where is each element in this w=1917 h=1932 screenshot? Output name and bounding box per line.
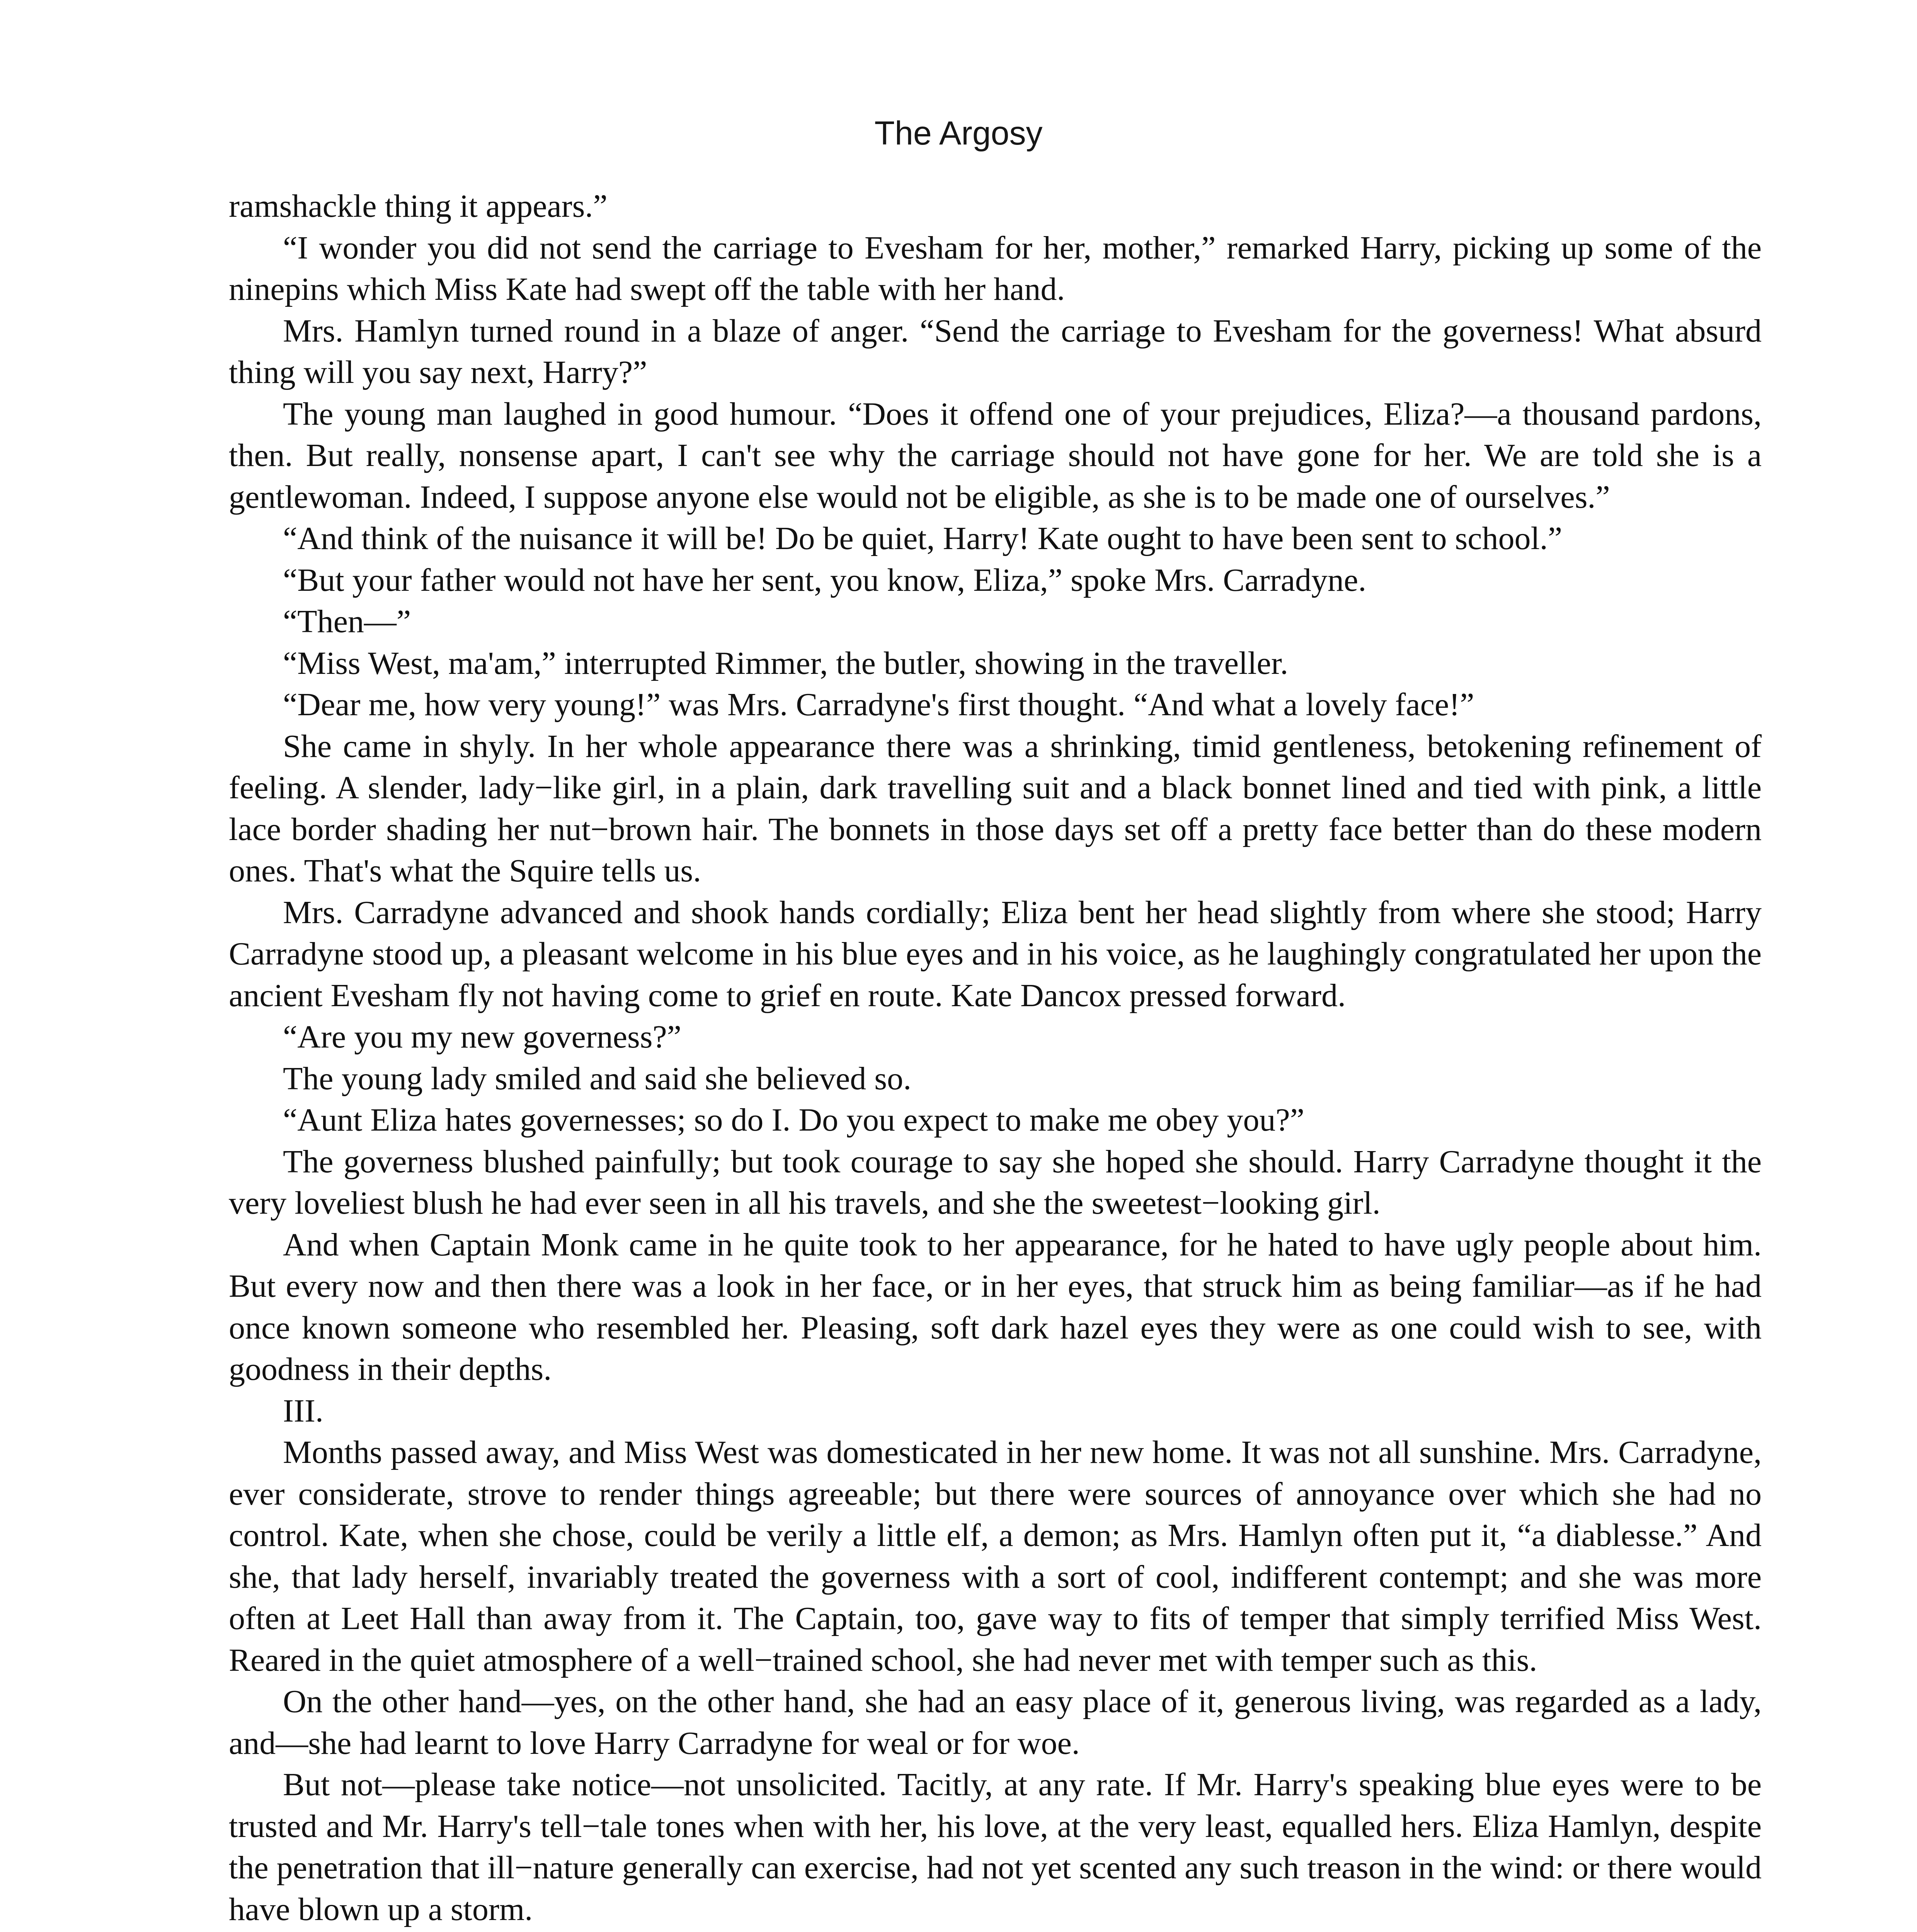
running-title: The Argosy: [874, 115, 1043, 152]
paragraph: “Miss West, ma'am,” interrupted Rimmer, the butler, showing in the traveller.: [283, 645, 1289, 681]
paragraph-continuation: ramshackle thing it appears.”: [229, 188, 608, 224]
paragraph: And when Captain Monk came in he quite took to her appearance, for he hated to have ugly people about him. But every now and then there was a look in her face, or in her eyes, that struck him as being familiar—as if he had once known someone who resembled her. Pleasing, soft dark hazel eyes they were as one could wish to see, with goodness in their depths.: [229, 1226, 1762, 1387]
paragraph: “Then—”: [283, 604, 411, 639]
paragraph: “Dear me, how very young!” was Mrs. Carradyne's first thought. “And what a lovely face!”: [283, 687, 1474, 723]
paragraph: The young man laughed in good humour. “Does it offend one of your prejudices, Eliza?—a thousand pardons, then. But really, nonsense apart, I can't see why the carriage should not have gone for her. We are told she is a gentlewoman. Indeed, I suppose anyone else would not be eligible, as she is to be made one of ourselves.”: [229, 396, 1762, 515]
page-body: [229, 185, 1762, 1932]
chapter-heading: III.: [283, 1393, 323, 1429]
paragraph: “But your father would not have her sent, you know, Eliza,” spoke Mrs. Carradyne.: [283, 562, 1367, 598]
paragraph: She came in shyly. In her whole appearance there was a shrinking, timid gentleness, betokening refinement of feeling. A slender, lady−like girl, in a plain, dark travelling suit and a black bonnet lined and tied with pink, a little lace border shading her nut−brown hair. The bonnets in those days set off a pretty face better than do these modern ones. That's what the Squire tells us.: [229, 728, 1762, 889]
paragraph: On the other hand—yes, on the other hand, she had an easy place of it, generous living, was regarded as a lady, and—she had learnt to love Harry Carradyne for weal or for woe.: [229, 1684, 1762, 1761]
paragraph: Mrs. Carradyne advanced and shook hands cordially; Eliza bent her head slightly from where she stood; Harry Carradyne stood up, a pleasant welcome in his blue eyes and in his voice, as he laughingly congratulated her upon the ancient Evesham fly not having come to grief en route. Kate Dancox pressed forward.: [229, 894, 1762, 1014]
paragraph: “Are you my new governess?”: [283, 1019, 681, 1055]
paragraph: Months passed away, and Miss West was domesticated in her new home. It was not all sunshine. Mrs. Carradyne, ever considerate, strove to render things agreeable; but there were sources of annoyance over which she had no control. Kate, when she chose, could be verily a little elf, a demon; as Mrs. Hamlyn often put it, “a diablesse.” And she, that lady herself, invariably treated the governess with a sort of cool, indifferent contempt; and she was more often at Leet Hall than away from it. The Captain, too, gave way to fits of temper that simply terrified Miss West. Reared in the quiet atmosphere of a well−trained school, she had never met with temper such as this.: [229, 1434, 1762, 1678]
paragraph: The young lady smiled and said she believed so.: [283, 1060, 911, 1097]
paragraph: “And think of the nuisance it will be! Do be quiet, Harry! Kate ought to have been sent to school.”: [283, 520, 1563, 556]
paragraph: “Aunt Eliza hates governesses; so do I. Do you expect to make me obey you?”: [283, 1102, 1304, 1138]
paragraph: [229, 1930, 1762, 1932]
paragraph: Mrs. Hamlyn turned round in a blaze of anger. “Send the carriage to Evesham for the governess! What absurd thing will you say next, Harry?”: [229, 313, 1762, 390]
paragraph: “I wonder you did not send the carriage to Evesham for her, mother,” remarked Harry, picking up some of the ninepins which Miss Kate had swept off the table with her hand.: [229, 230, 1762, 307]
paragraph: The governess blushed painfully; but took courage to say she hoped she should. Harry Carradyne thought it the very loveliest blush he had ever seen in all his travels, and she the sweetest−looking girl.: [229, 1143, 1762, 1221]
paragraph: But not—please take notice—not unsolicited. Tacitly, at any rate. If Mr. Harry's speaking blue eyes were to be trusted and Mr. Harry's tell−tale tones when with her, his love, at the very least, equalled hers. Eliza Hamlyn, despite the penetration that ill−nature generally can exercise, had not yet scented any such treason in the wind: or there would have blown up a storm.: [229, 1767, 1762, 1927]
